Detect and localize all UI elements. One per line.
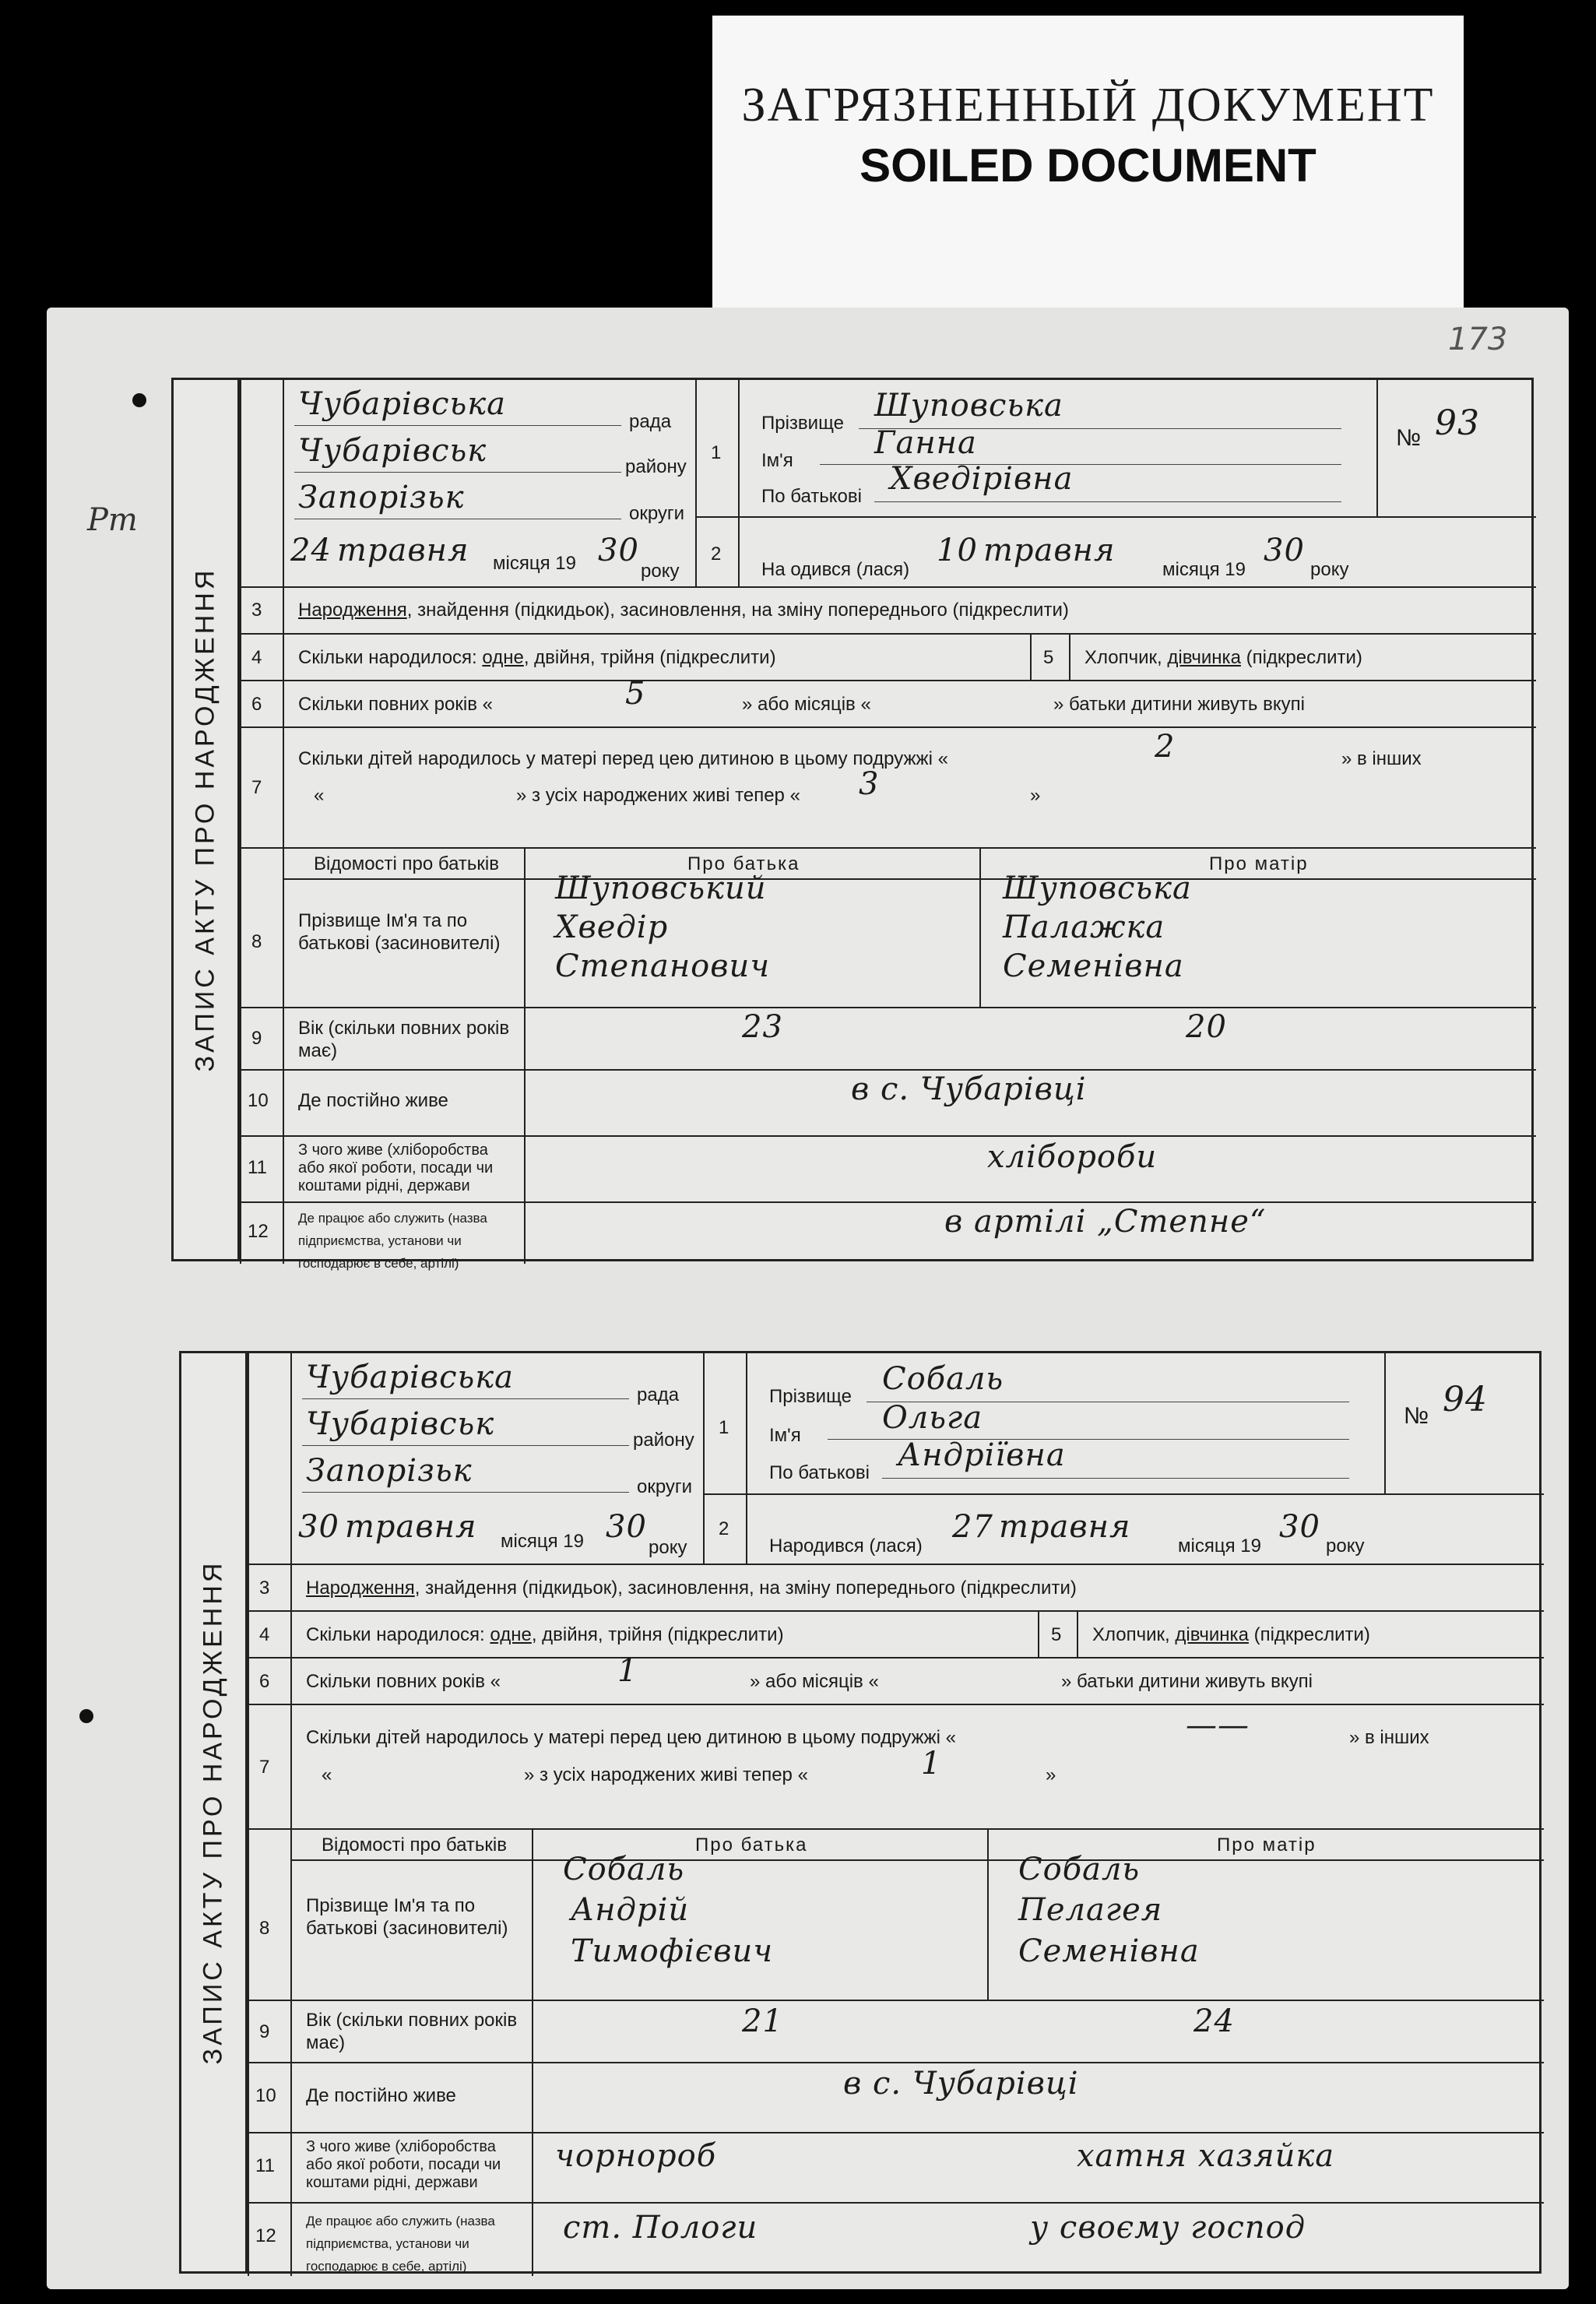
page-number: 173 — [1448, 322, 1508, 357]
born-label: На одився (лася) — [761, 559, 910, 580]
row7-line1: Скільки дітей народилось у матері перед цею дитиною в цьому подружжі « — [306, 1727, 956, 1748]
father-name: Андрій — [571, 1892, 690, 1928]
notice-russian: ЗАГРЯЗНЕННЫЙ ДОКУМЕНТ — [741, 79, 1435, 132]
okruh-label: округи — [629, 503, 685, 524]
birth-month: травня — [983, 533, 1116, 568]
father-surname: Собаль — [563, 1852, 685, 1887]
father-patronymic: Тимофієвич — [571, 1933, 774, 1969]
row12-label: Де працює або служить (назва підприємства, установи чи господарює в себе, артілі) — [306, 2214, 495, 2274]
about-mother-header: Про матір — [1209, 853, 1309, 874]
raion-label: району — [625, 456, 687, 477]
row7-line2: » з усіх народжених живі тепер « — [524, 1764, 808, 1785]
father-livelihood: чорнороб — [555, 2138, 717, 2174]
workplace: в артілі „Степне“ — [944, 1204, 1267, 1240]
born-label: Народився (лася) — [769, 1535, 923, 1557]
rada-value: Чубарівська — [306, 1360, 514, 1395]
row10-label: Де постійно живе — [298, 1090, 448, 1111]
children-alive: 3 — [859, 766, 880, 802]
row7-line2: » з усіх народжених живі тепер « — [516, 785, 800, 806]
row6-end-label: » батьки дитини живуть вкупі — [1053, 694, 1305, 715]
row9-label: Вік (скільки повних років має) — [298, 1018, 510, 1061]
child-name: Ганна — [874, 425, 977, 461]
rada-value: Чубарівська — [298, 386, 506, 422]
patronymic-label: По батькові — [761, 486, 862, 507]
father-age: 21 — [742, 2003, 783, 2039]
rada-label: рада — [629, 411, 672, 432]
registration-year: 30 — [606, 1509, 647, 1545]
years-together: 5 — [625, 676, 646, 712]
birth-year: 30 — [1279, 1509, 1320, 1545]
registration-day: 30 — [298, 1509, 339, 1545]
row6-months-label: » або місяців « — [750, 1671, 879, 1692]
livelihood: хлібороби — [987, 1139, 1158, 1175]
child-patronymic: Хведірівна — [890, 461, 1074, 497]
row5-text: Хлопчик, дівчинка (підкреслити) — [1085, 647, 1362, 668]
father-workplace: ст. Пологи — [563, 2210, 758, 2246]
raion-label: району — [633, 1430, 694, 1451]
father-surname: Шуповський — [555, 871, 767, 906]
row4-text: Скільки народилося: одне, двійня, трійня (підкреслити) — [298, 647, 776, 668]
month-label: місяця 19 — [501, 1531, 584, 1552]
mother-age: 20 — [1186, 1009, 1227, 1045]
row7-line2-open: « — [322, 1764, 332, 1785]
about-father-header: Про батька — [695, 1834, 808, 1856]
registration-day: 24 — [290, 533, 332, 568]
child-patronymic: Андріївна — [898, 1437, 1066, 1473]
patronymic-label: По батькові — [769, 1462, 870, 1483]
row9-label: Вік (скільки повних років має) — [306, 2010, 518, 2053]
number-label: № — [1396, 425, 1422, 451]
soiled-document-notice — [712, 16, 1464, 323]
years-together: 1 — [617, 1653, 638, 1689]
row8-label: Прізвище Ім'я та по батькові (засиновителі) — [298, 910, 501, 954]
mother-name: Палажка — [1003, 909, 1165, 945]
row4-text: Скільки народилося: одне, двійня, трійня (підкреслити) — [306, 1624, 784, 1645]
record-number: 93 — [1435, 403, 1480, 443]
birth-month: травня — [999, 1509, 1131, 1545]
rada-label: рада — [637, 1384, 680, 1405]
year-label: року — [641, 561, 680, 582]
children-before: 2 — [1155, 729, 1176, 765]
birth-year-label: року — [1326, 1535, 1365, 1557]
birth-year-label: року — [1310, 559, 1349, 580]
row7-line1: Скільки дітей народилось у матері перед цею дитиною в цьому подружжі « — [298, 748, 948, 769]
row8-label: Прізвище Ім'я та по батькові (засиновителі) — [306, 1895, 508, 1939]
raion-value: Чубарівськ — [306, 1406, 495, 1442]
okruh-value: Запорізьк — [298, 480, 465, 515]
row7-line2-close: » — [1046, 1764, 1056, 1785]
row6-years-label: Скільки повних років « — [298, 694, 493, 715]
row3-text: Народження, знайдення (підкидьок), засиновлення, на зміну попереднього (підкреслити) — [298, 600, 1069, 621]
mother-workplace: у своєму господ — [1030, 2210, 1306, 2246]
row3-text: Народження, знайдення (підкидьок), засиновлення, на зміну попереднього (підкреслити) — [306, 1578, 1077, 1599]
row6-years-label: Скільки повних років « — [306, 1671, 501, 1692]
mother-livelihood: хатня хазяйка — [1077, 2138, 1335, 2174]
birth-month-label: місяця 19 — [1178, 1535, 1261, 1557]
surname-label: Прізвище — [761, 413, 844, 434]
row5-text: Хлопчик, дівчинка (підкреслити) — [1092, 1624, 1370, 1645]
parents-info-header: Відомості про батьків — [314, 853, 499, 874]
mother-surname: Шуповська — [1003, 871, 1192, 906]
row11-label: З чого живе (хліборобства або якої роботи, посади чи коштами рідні, держави — [306, 2138, 501, 2191]
birth-record-93: ЗАПИС АКТУ ПРО НАРОДЖЕННЯ Чубарівська рада Чубарівськ району Запорізьк округи 24 травня місяця 19 30 року 1 2 Прізвище Шуповська Ім'я Ганна По батькові Хведірівна № 93 На одився (лася) 10 травня місяця 19 30 року 3 Народження, знайдення (підкидьок), засиновлення, на зміну попереднього (підкреслити) 4 Скільки народилося: одне, двійня, трійня (підкреслити) 5 Хлопчик, дівчинка (підкреслити) 6 Скільки повних років « 5 » або місяців « » батьки дитини живуть вкупі 7 Скільки дітей народилось у матері перед цею дитиною в цьому подружжі « 2 » в інших « » з усіх народжених живі тепер « 3 » Відомості про батьків Про батька Про матір 8 Прізвище Ім'я та по батькові (засиновителі) Шуповський Хведір Степанович Шуповська Палажка Семенівна 9 Вік (скільки повних років має) 23 20 10 Де постійно живе в с. Чубарівці 11 З чого живе (хліборобства або якої роботи, посади чи коштами рідні, держави хлібороби 12 Де працює або служить (назва підприємства, установи чи господарює в себе, артілі) в артілі „Степне“ — [171, 378, 1534, 1261]
name-label: Ім'я — [769, 1425, 801, 1446]
mother-age: 24 — [1193, 2003, 1235, 2039]
father-patronymic: Степанович — [555, 948, 771, 984]
residence: в с. Чубарівці — [851, 1071, 1087, 1107]
father-age: 23 — [742, 1009, 783, 1045]
parents-info-header: Відомості про батьків — [322, 1834, 507, 1856]
margin-note: Рт — [87, 502, 138, 538]
row10-label: Де постійно живе — [306, 2085, 456, 2106]
row6-end-label: » батьки дитини живуть вкупі — [1061, 1671, 1313, 1692]
mother-name: Пелагея — [1018, 1892, 1163, 1928]
row12-label: Де працює або служить (назва підприємства, установи чи господарює в себе, артілі) — [298, 1211, 487, 1271]
registration-month: травня — [345, 1509, 477, 1545]
birth-day: 27 — [952, 1509, 993, 1545]
birth-record-94: ЗАПИС АКТУ ПРО НАРОДЖЕННЯ Чубарівська рада Чубарівськ району Запорізьк округи 30 травня місяця 19 30 року 1 2 Прізвище Собаль Ім'я Ольга По батькові Андріївна № 94 Народився (лася) 27 травня місяця 19 30 року 3 Народження, знайдення (підкидьок), засиновлення, на зміну попереднього (підкреслити) 4 Скільки народилося: одне, двійня, трійня (підкреслити) 5 Хлопчик, дівчинка (підкреслити) 6 Скільки повних років « 1 » або місяців « » батьки дитини живуть вкупі 7 Скільки дітей народилось у матері перед цею дитиною в цьому подружжі « —— » в інших « » з усіх народжених живі тепер « 1 » Відомості про батьків Про батька Про матір 8 Прізвище Ім'я та по батькові (засиновителі) Собаль Андрій Тимофієвич Собаль Пелагея Семенівна 9 Вік (скільки повних років має) 21 24 10 Де постійно живе в с. Чубарівці 11 З чого живе (хліборобства або якої роботи, посади чи коштами рідні, держави чорнороб хатня хазяйка 12 Де працює або служить (назва підприємства, установи чи господарює в себе, артілі) ст. Пологи у своєму господ — [179, 1351, 1542, 2274]
birth-year: 30 — [1264, 533, 1305, 568]
raion-value: Чубарівськ — [298, 433, 487, 469]
about-father-header: Про батька — [687, 853, 800, 874]
birth-month-label: місяця 19 — [1162, 559, 1246, 580]
father-name: Хведір — [555, 909, 669, 945]
year-label: року — [649, 1537, 687, 1558]
punch-hole — [132, 393, 146, 407]
name-label: Ім'я — [761, 450, 793, 471]
row7-line2-open: « — [314, 785, 325, 806]
mother-patronymic: Семенівна — [1003, 948, 1184, 984]
children-alive: 1 — [921, 1746, 942, 1782]
notice-english: SOILED DOCUMENT — [860, 139, 1317, 192]
row11-label: З чого живе (хліборобства або якої роботи, посади чи коштами рідні, держави — [298, 1141, 494, 1194]
mother-patronymic: Семенівна — [1018, 1933, 1200, 1969]
child-surname: Собаль — [882, 1361, 1004, 1397]
registration-month: травня — [337, 533, 469, 568]
surname-label: Прізвище — [769, 1386, 852, 1407]
record-side-title: ЗАПИС АКТУ ПРО НАРОДЖЕННЯ — [174, 380, 240, 1259]
mother-surname: Собаль — [1018, 1852, 1141, 1887]
children-before: —— — [1186, 1708, 1250, 1743]
register-page — [47, 308, 1569, 2289]
okruh-value: Запорізьк — [306, 1453, 473, 1489]
child-surname: Шуповська — [874, 388, 1063, 424]
month-label: місяця 19 — [493, 553, 576, 574]
okruh-label: округи — [637, 1476, 693, 1497]
punch-hole — [79, 1709, 93, 1723]
row6-months-label: » або місяців « — [742, 694, 871, 715]
birth-day: 10 — [937, 533, 978, 568]
about-mother-header: Про матір — [1217, 1834, 1317, 1856]
row7-other: » в інших — [1341, 748, 1422, 769]
number-label: № — [1404, 1403, 1429, 1429]
child-name: Ольга — [882, 1400, 983, 1436]
record-number: 94 — [1443, 1380, 1488, 1419]
record-side-title: ЗАПИС АКТУ ПРО НАРОДЖЕННЯ — [181, 1353, 248, 2271]
row7-line2-close: » — [1030, 785, 1041, 806]
row7-other: » в інших — [1349, 1727, 1429, 1748]
residence: в с. Чубарівці — [843, 2066, 1079, 2102]
registration-year: 30 — [598, 533, 639, 568]
